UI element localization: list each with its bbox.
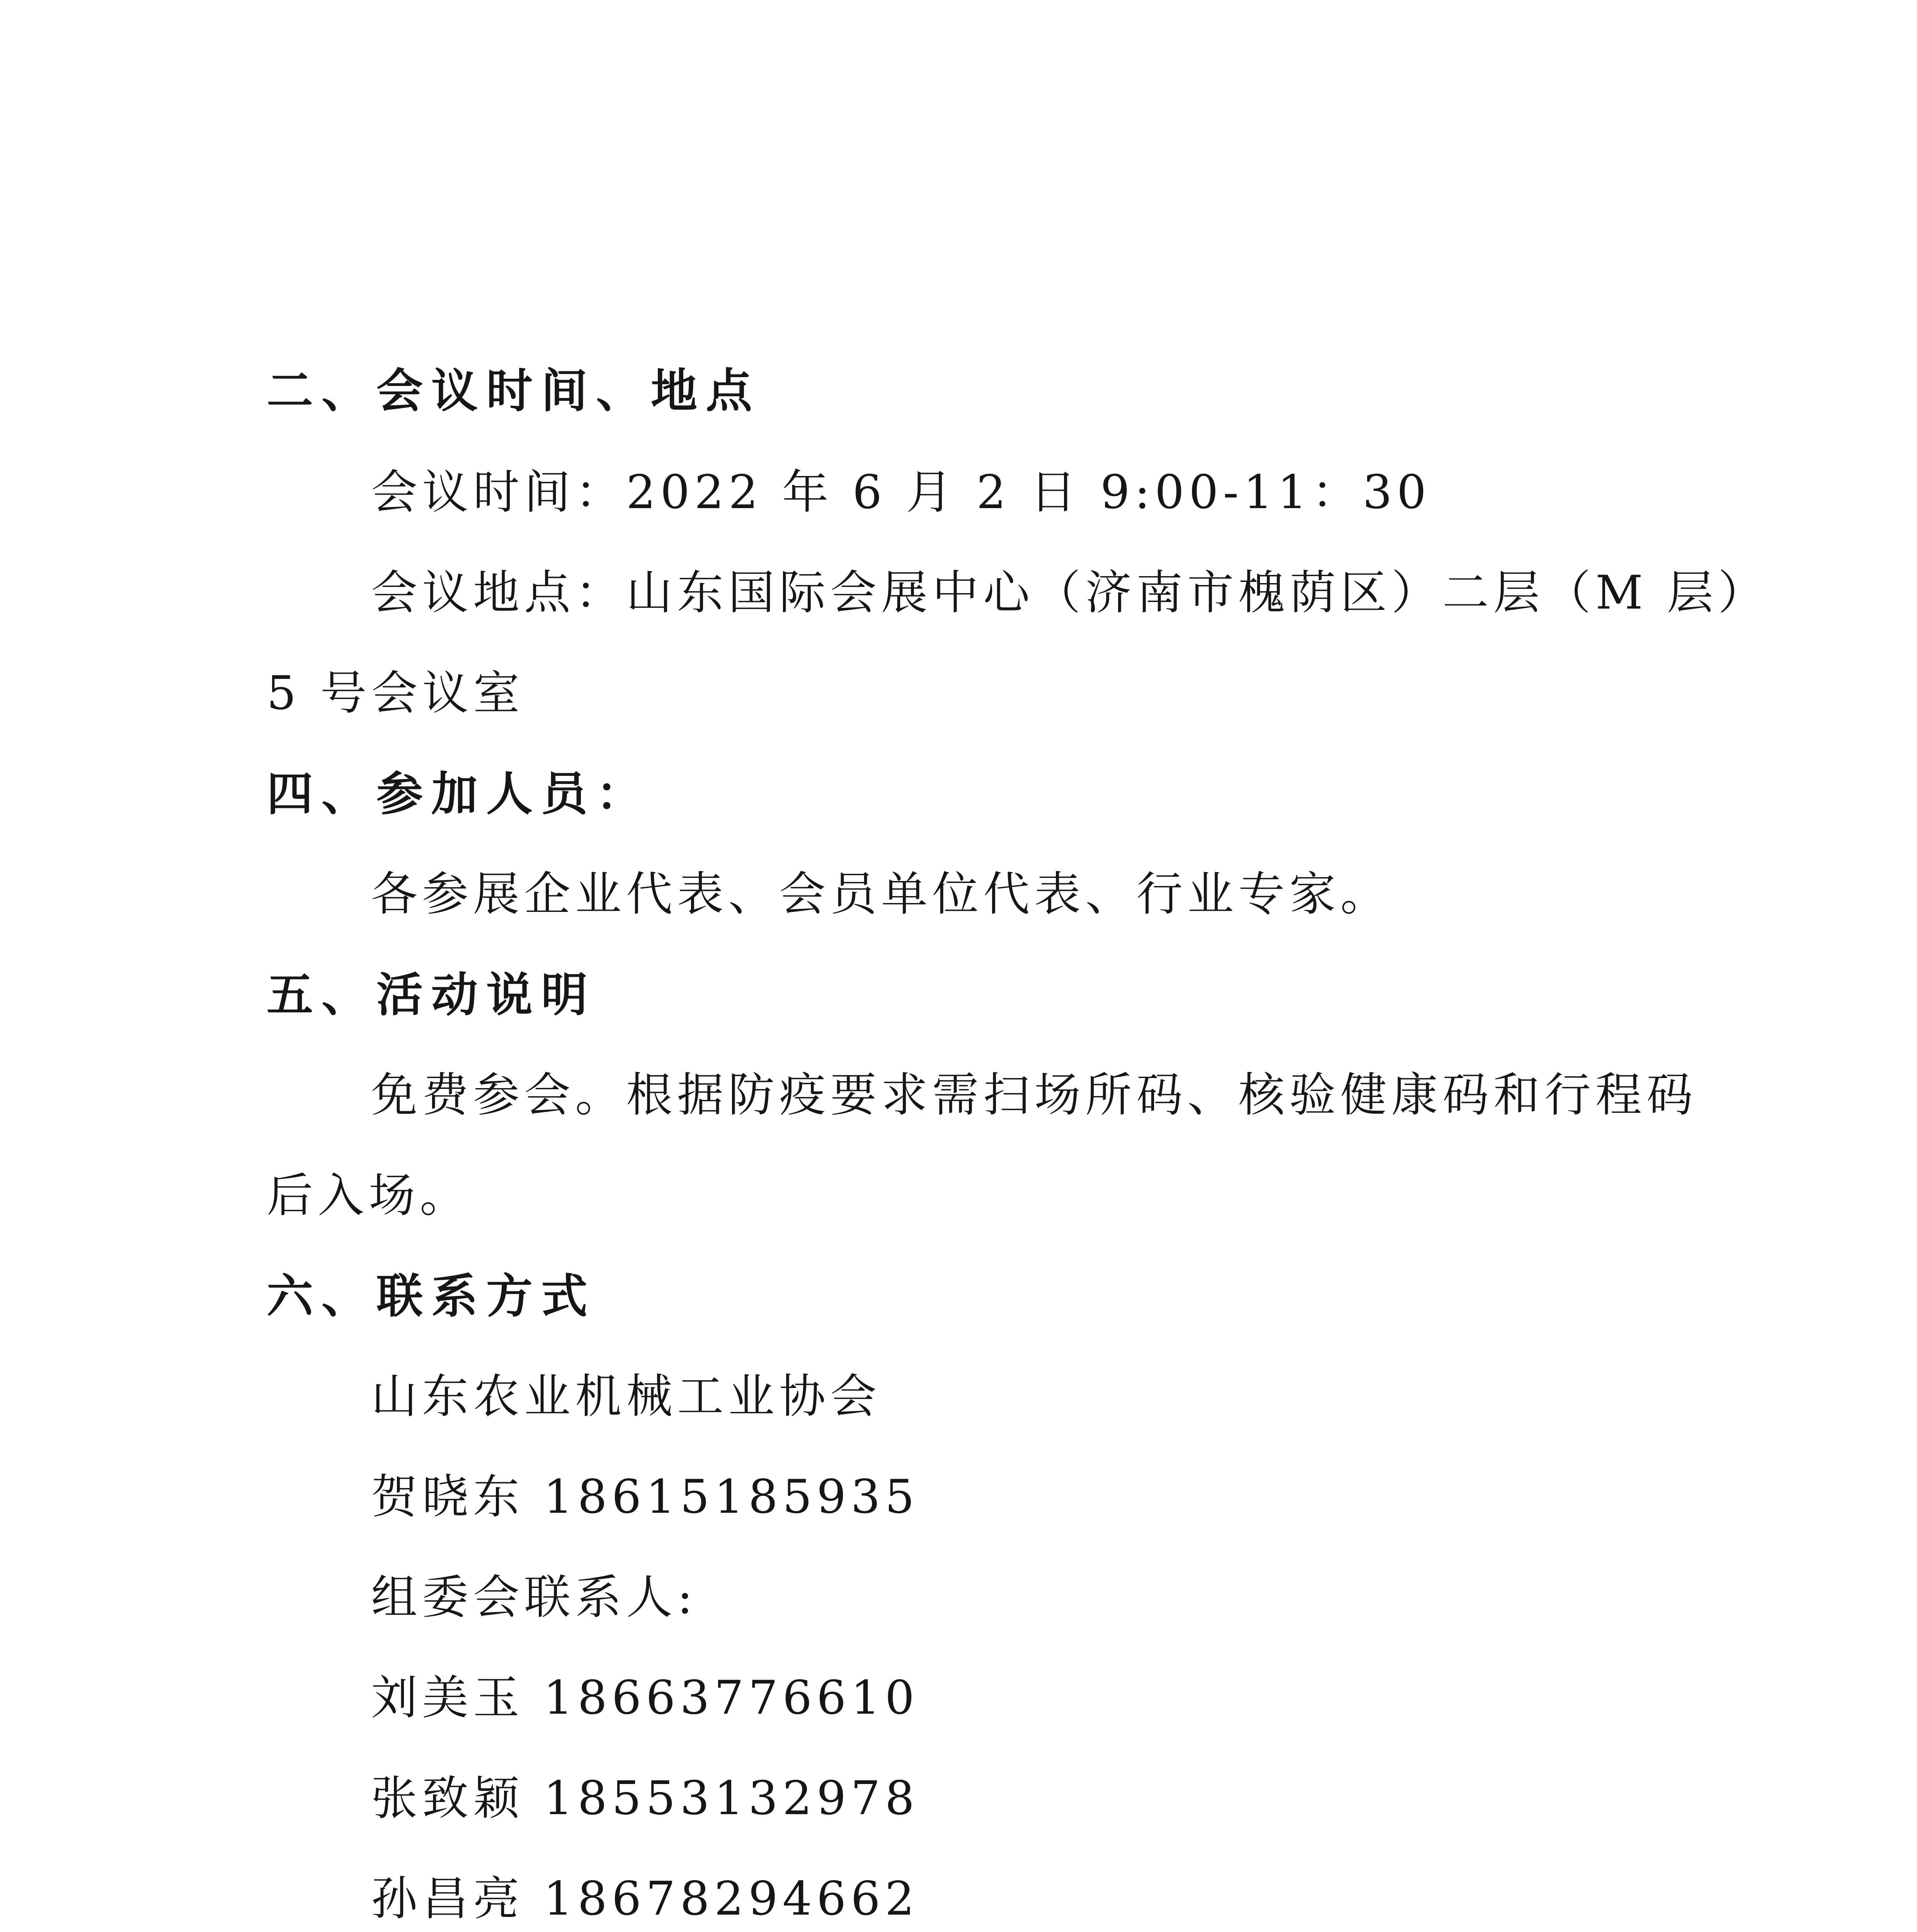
activity-notes-continuation: 后入场。 <box>267 1169 471 1223</box>
participants-text: 各参展企业代表、会员单位代表、行业专家。 <box>371 867 1391 921</box>
meeting-place-continuation: 5 号会议室 <box>267 667 524 720</box>
section-heading-contact: 六、联系方式 <box>267 1269 596 1323</box>
meeting-time-text: 会议时间：2022 年 6 月 2 日 9:00-11：30 <box>371 466 1431 519</box>
contact-org-text: 山东农业机械工业协会 <box>371 1370 881 1423</box>
contact-person-4: 孙昌亮 18678294662 <box>371 1872 919 1926</box>
section-heading-activity-notes: 五、活动说明 <box>267 968 596 1022</box>
section-heading-participants: 四、参加人员： <box>267 767 651 821</box>
contact-person-3: 张致颖 18553132978 <box>371 1772 919 1825</box>
committee-contacts-label: 组委会联系人: <box>371 1571 698 1624</box>
activity-notes-text: 免费参会。根据防疫要求需扫场所码、核验健康码和行程码 <box>371 1068 1697 1122</box>
contact-person-2: 刘美玉 18663776610 <box>371 1671 919 1725</box>
meeting-place-text: 会议地点：山东国际会展中心（济南市槐荫区）二层（M 层） <box>371 566 1769 620</box>
section-heading-meeting-time-place: 二、会议时间、地点 <box>267 364 761 418</box>
contact-person-1: 贺晓东 18615185935 <box>371 1470 919 1524</box>
